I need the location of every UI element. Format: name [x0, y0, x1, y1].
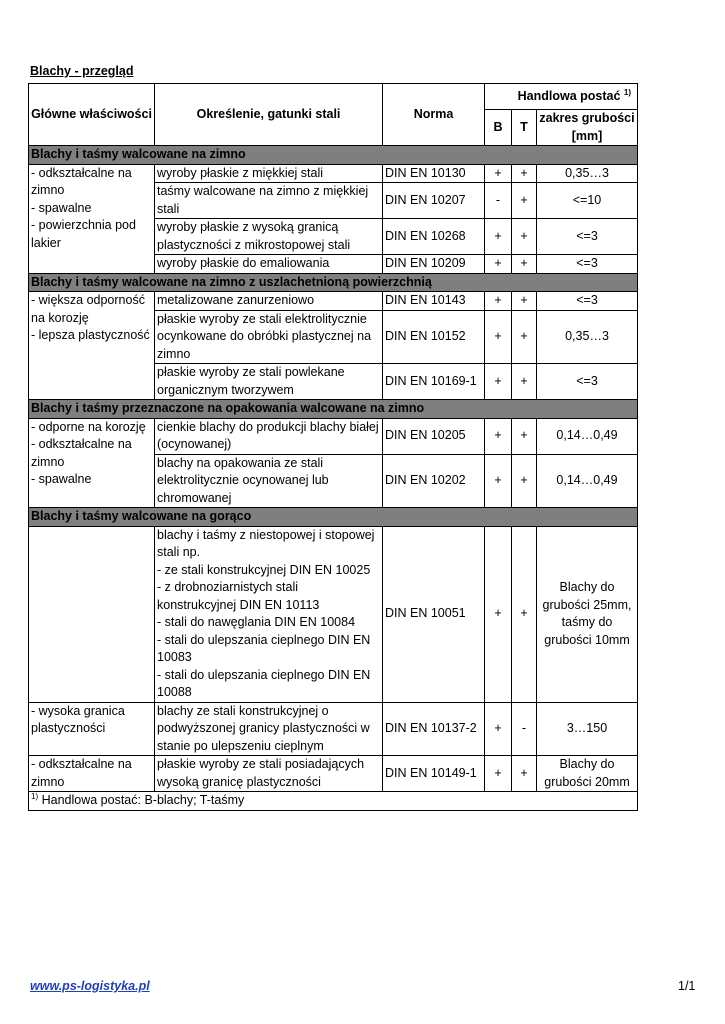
- grade-cell: taśmy walcowane na zimno z miękkiej stali: [155, 183, 383, 219]
- grade-cell: cienkie blachy do produkcji blachy białej (ocynowanej): [155, 418, 383, 454]
- b-cell: +: [485, 454, 512, 508]
- norm-cell: DIN EN 10137-2: [383, 702, 485, 756]
- grade-cell: wyroby płaskie do emaliowania: [155, 255, 383, 274]
- grade-cell: blachy i taśmy z niestopowej i stopowej stali np. - ze stali konstrukcyjnej DIN EN 10025 - z drobnoziarnistych stali konstrukcyjnej DIN EN 10113 - stali do nawęglania DIN EN 10084 - stali do ulepszania cieplnego DIN EN 10083 - stali do ulepszania cieplnego DIN EN 10088: [155, 526, 383, 702]
- range-cell: <=10: [537, 183, 638, 219]
- section-title: Blachy i taśmy walcowane na zimno z uszlachetnioną powierzchnią: [29, 273, 638, 292]
- header-form-note: 1): [623, 87, 632, 97]
- range-cell: 3…150: [537, 702, 638, 756]
- grade-cell: płaskie wyroby ze stali posiadających wysoką granicę plastyczności: [155, 756, 383, 792]
- range-cell: 0,35…3: [537, 164, 638, 183]
- t-cell: +: [512, 183, 537, 219]
- section-title: Blachy i taśmy walcowane na zimno: [29, 146, 638, 165]
- properties-cell: - odporne na korozję - odkształcalne na zimno - spawalne: [29, 418, 155, 508]
- header-t: T: [512, 110, 537, 146]
- norm-cell: DIN EN 10152: [383, 310, 485, 364]
- norm-cell: DIN EN 10149-1: [383, 756, 485, 792]
- properties-cell: [29, 526, 155, 702]
- section-title: Blachy i taśmy przeznaczone na opakowania walcowane na zimno: [29, 400, 638, 419]
- header-form: [485, 84, 638, 110]
- t-cell: +: [512, 164, 537, 183]
- b-cell: +: [485, 255, 512, 274]
- properties-cell: - wysoka granica plastyczności: [29, 702, 155, 756]
- range-cell: 0,14…0,49: [537, 418, 638, 454]
- t-cell: +: [512, 219, 537, 255]
- sheet-overview-table: [28, 83, 638, 811]
- norm-cell: DIN EN 10202: [383, 454, 485, 508]
- norm-cell: DIN EN 10209: [383, 255, 485, 274]
- range-cell: 0,14…0,49: [537, 454, 638, 508]
- t-cell: +: [512, 292, 537, 311]
- grade-cell: blachy na opakowania ze stali elektrolitycznie ocynowanej lub chromowanej: [155, 454, 383, 508]
- page-number: 1/1: [678, 979, 696, 993]
- b-cell: +: [485, 702, 512, 756]
- norm-cell: DIN EN 10130: [383, 164, 485, 183]
- norm-cell: DIN EN 10143: [383, 292, 485, 311]
- footnote-mark: 1): [31, 792, 39, 802]
- t-cell: +: [512, 454, 537, 508]
- footnote-text: Handlowa postać: B-blachy; T-taśmy: [41, 793, 245, 808]
- b-cell: +: [485, 756, 512, 792]
- norm-cell: DIN EN 10169-1: [383, 364, 485, 400]
- grade-cell: wyroby płaskie z miękkiej stali: [155, 164, 383, 183]
- header-form-label: Handlowa postać: [517, 88, 621, 103]
- b-cell: -: [485, 183, 512, 219]
- properties-cell: - odkształcalne na zimno: [29, 756, 155, 792]
- b-cell: +: [485, 292, 512, 311]
- t-cell: +: [512, 364, 537, 400]
- norm-cell: DIN EN 10051: [383, 526, 485, 702]
- grade-cell: płaskie wyroby ze stali powlekane organicznym tworzywem: [155, 364, 383, 400]
- header-grade: Określenie, gatunki stali: [155, 84, 383, 146]
- t-cell: +: [512, 526, 537, 702]
- footnote: [29, 792, 638, 811]
- website-link[interactable]: www.ps-logistyka.pl: [30, 979, 150, 993]
- t-cell: -: [512, 702, 537, 756]
- document-title: Blachy - przegląd: [30, 64, 134, 78]
- b-cell: +: [485, 418, 512, 454]
- b-cell: +: [485, 364, 512, 400]
- section-title: Blachy i taśmy walcowane na gorąco: [29, 508, 638, 527]
- b-cell: +: [485, 310, 512, 364]
- t-cell: +: [512, 756, 537, 792]
- properties-cell: - odkształcalne na zimno - spawalne - powierzchnia pod lakier: [29, 164, 155, 273]
- range-cell: Blachy do grubości 25mm, taśmy do grubości 10mm: [537, 526, 638, 702]
- norm-cell: DIN EN 10205: [383, 418, 485, 454]
- t-cell: +: [512, 418, 537, 454]
- header-norm: Norma: [383, 84, 485, 146]
- properties-cell: - większa odporność na korozję - lepsza plastyczność: [29, 292, 155, 400]
- grade-cell: płaskie wyroby ze stali elektrolitycznie ocynkowane do obróbki plastycznej na zimno: [155, 310, 383, 364]
- norm-cell: DIN EN 10268: [383, 219, 485, 255]
- norm-cell: DIN EN 10207: [383, 183, 485, 219]
- header-b: B: [485, 110, 512, 146]
- grade-cell: metalizowane zanurzeniowo: [155, 292, 383, 311]
- range-cell: 0,35…3: [537, 310, 638, 364]
- range-cell: <=3: [537, 292, 638, 311]
- range-cell: <=3: [537, 219, 638, 255]
- b-cell: +: [485, 526, 512, 702]
- header-properties: Główne właściwości: [29, 84, 155, 146]
- grade-cell: blachy ze stali konstrukcyjnej o podwyższonej granicy plastyczności w stanie po ulepszeniu cieplnym: [155, 702, 383, 756]
- header-range: zakres grubości [mm]: [537, 110, 638, 146]
- grade-cell: wyroby płaskie z wysoką granicą plastyczności z mikrostopowej stali: [155, 219, 383, 255]
- t-cell: +: [512, 255, 537, 274]
- b-cell: +: [485, 219, 512, 255]
- range-cell: Blachy do grubości 20mm: [537, 756, 638, 792]
- b-cell: +: [485, 164, 512, 183]
- range-cell: <=3: [537, 255, 638, 274]
- range-cell: <=3: [537, 364, 638, 400]
- t-cell: +: [512, 310, 537, 364]
